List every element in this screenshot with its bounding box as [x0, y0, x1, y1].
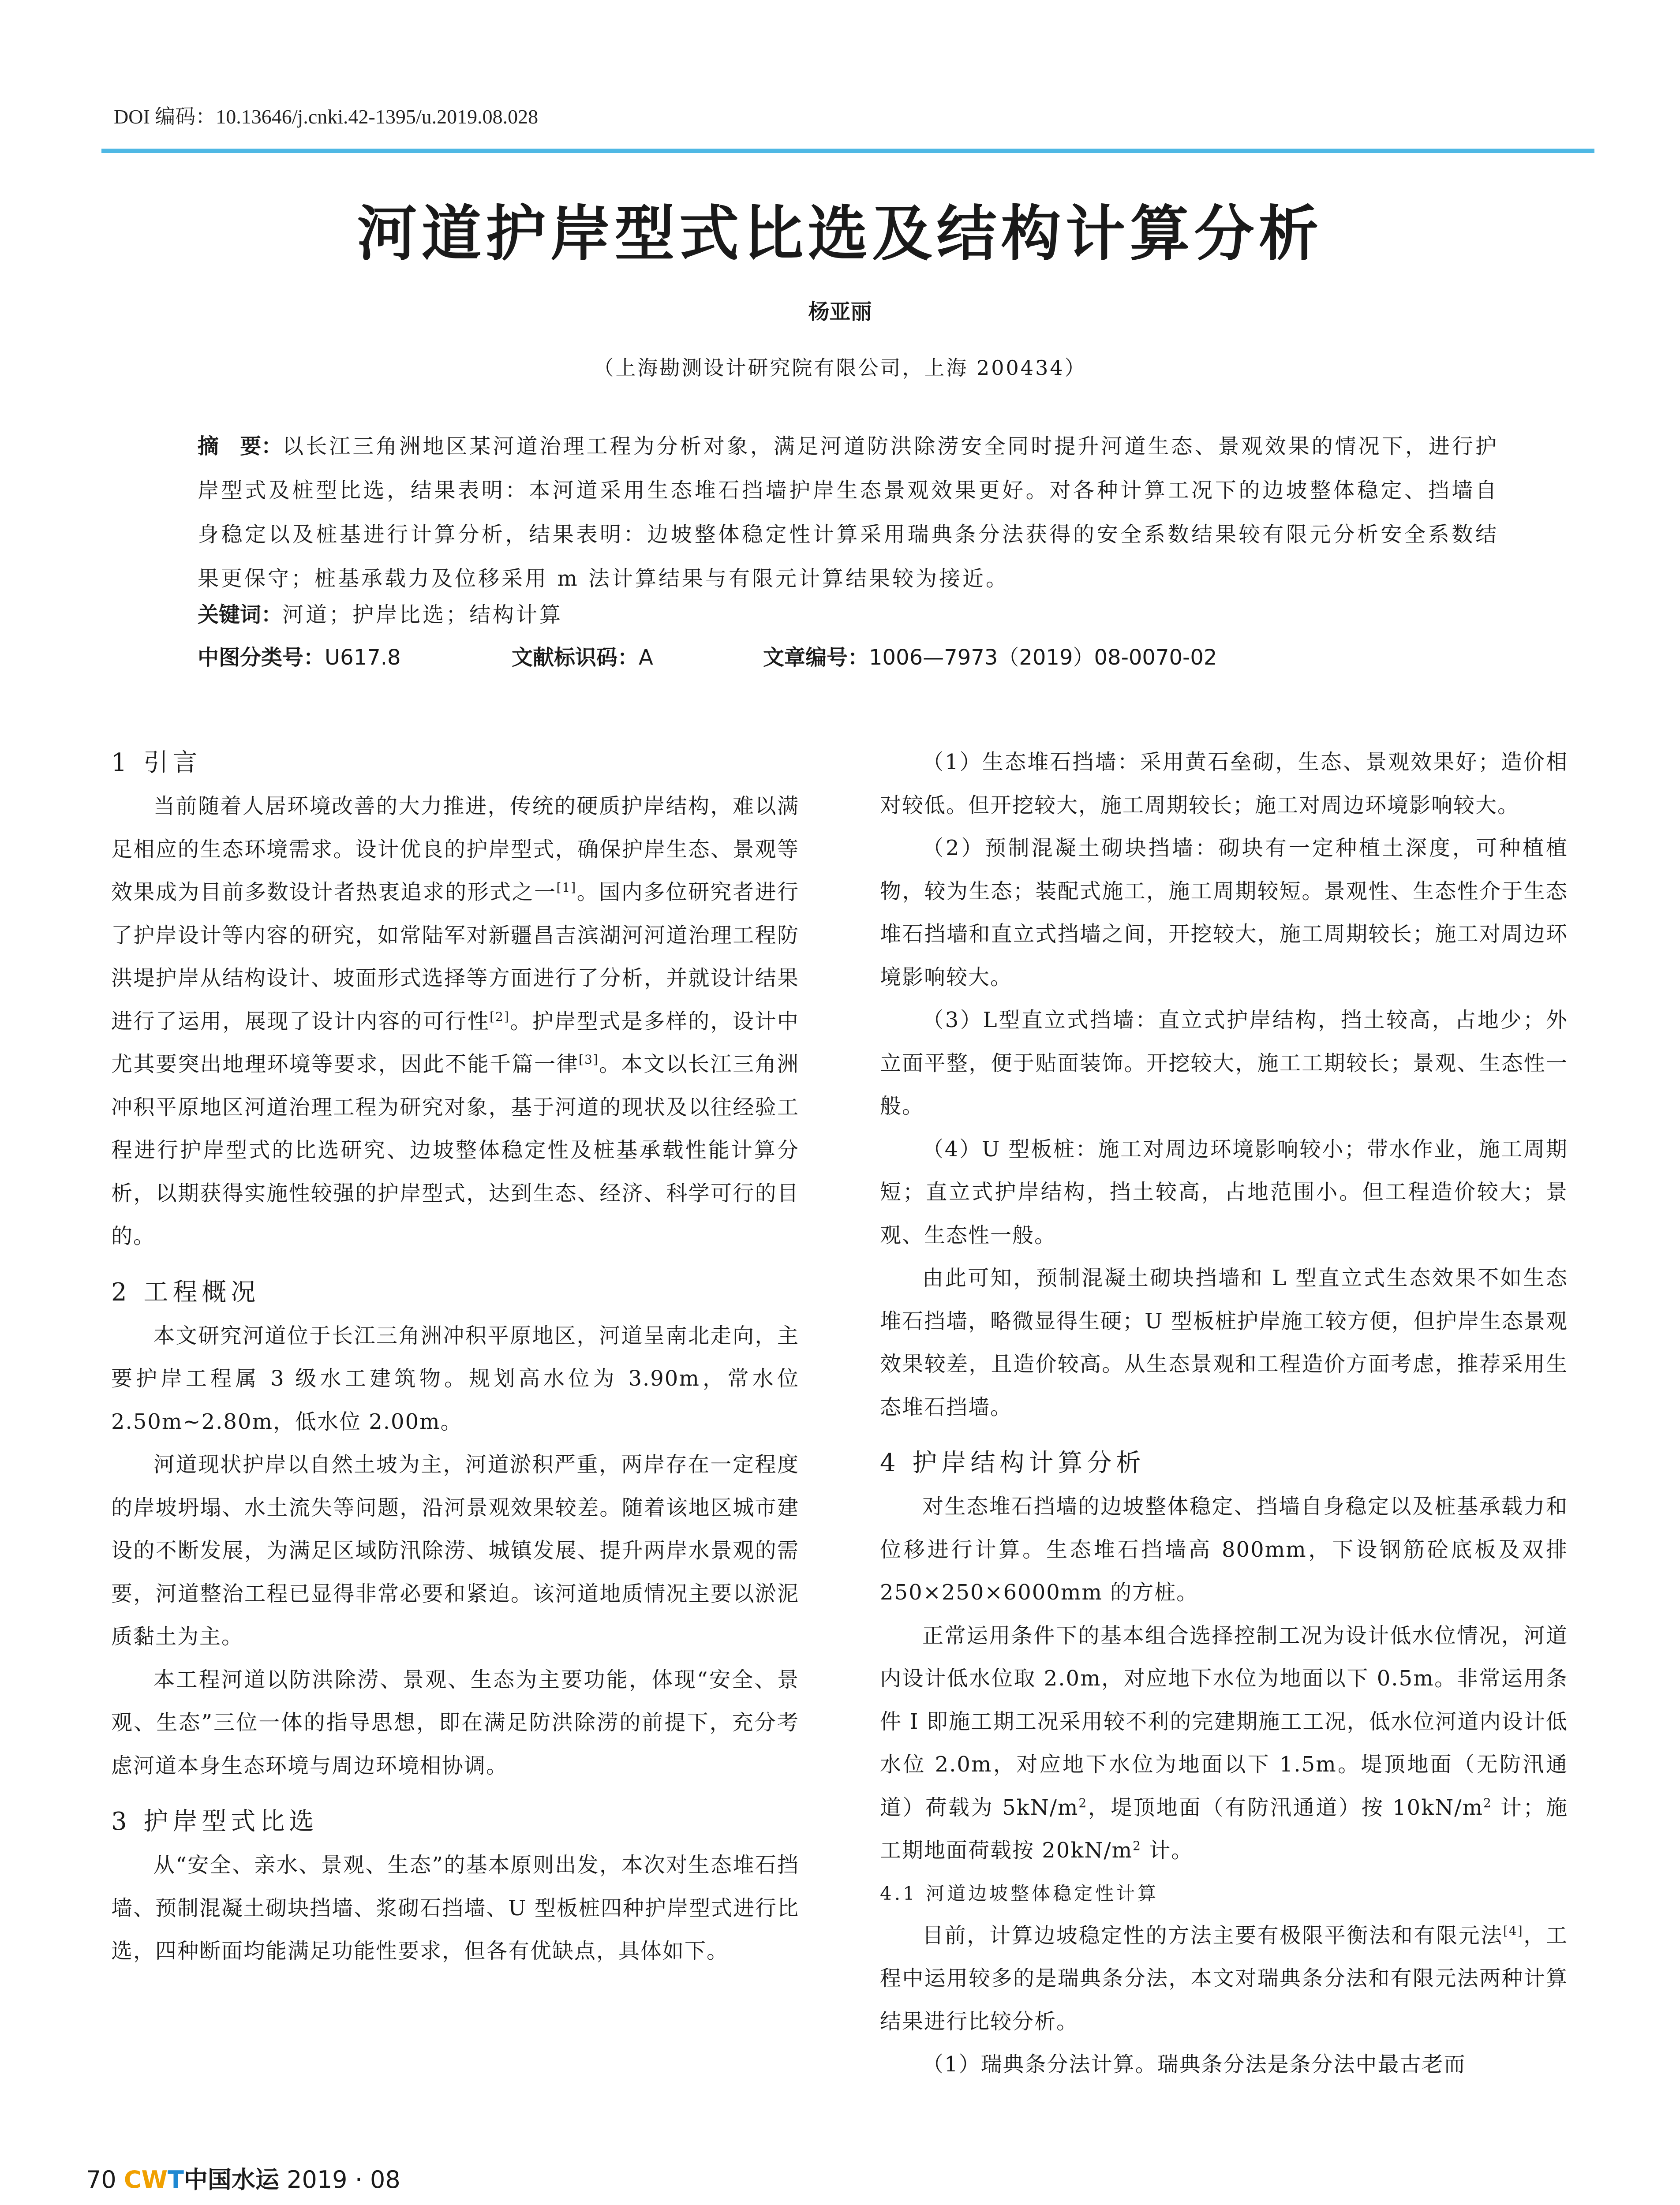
art-label: 文章编号：: [763, 645, 869, 670]
paragraph-load-cases: 正常运用条件下的基本组合选择控制工况为设计低水位情况，河道内设计低水位取 2.0m，对应地下水位为地面以下 0.5m。非常运用条件 I 即施工期工况采用较不利的完建期施工工况，低水位河道内设计低水位 2.0m，对应地下水位为地面以下 1.5m。堤顶地面（无防汛通道）荷载为 $5kN/m^2$，堤顶地面（有防汛通道）按 $10kN/m^2$ 计；施工期地面荷载按 $20kN/m^2$ 计。: [880, 1623, 1568, 1863]
paragraph: 从“安全、亲水、景观、生态”的基本原则出发，本次对生态堆石挡墙、预制混凝土砌块挡墙、浆砌石挡墙、U 型板桩四种护岸型式进行比选，四种断面均能满足功能性要求，但各有优缺点，具体如下。: [111, 1853, 799, 1963]
clc-number: [198, 640, 401, 671]
citation-2: [2]: [490, 1009, 510, 1024]
paragraph: 河道现状护岸以自然土坡为主，河道淤积严重，两岸存在一定程度的岸坡坍塌、水土流失等问题，沿河景观效果较差。随着该地区城市建设的不断发展，为满足区域防汛除涝、城镇发展、提升两岸水景观的需要，河道整治工程已显得非常必要和紧迫。该河道地质情况主要以淤泥质黏土为主。: [111, 1452, 799, 1649]
paper-title: 河道护岸型式比选及结构计算分析: [357, 198, 1323, 269]
page-number: 70: [86, 2166, 116, 2194]
keywords: [198, 598, 563, 628]
citation-3: [3]: [579, 1052, 599, 1067]
abstract-label: 摘 要：: [198, 434, 283, 459]
article-number: [763, 640, 1217, 671]
paragraph: （1）瑞典条分法计算。瑞典条分法是条分法中最古老而: [922, 2052, 1466, 2077]
paragraph: 本工程河道以防洪除涝、景观、生态为主要功能，体现“安全、景观、生态”三位一体的指导思想，即在满足防洪除涝的前提下，充分考虑河道本身生态环境与周边环境相协调。: [111, 1667, 799, 1778]
journal-issue: 2019 · 08: [287, 2166, 400, 2194]
author-name: 杨亚丽: [808, 299, 872, 324]
paragraph-intro: 当前随着人居环境改善的大力推进，传统的硬质护岸结构，难以满足相应的生态环境需求。设计优良的护岸型式，确保护岸生态、景观等效果成为目前多数设计者热衷追求的形式之一[1]。国内多位研究者进行了护岸设计等内容的研究，如常陆军对新疆昌吉滨湖河河道治理工程防洪堤护岸从结构设计、坡面形式选择等方面进行了分析，并就设计结果进行了运用，展现了设计内容的可行性[2]。护岸型式是多样的，设计中尤其要突出地理环境等要求，因此不能千篇一律[3]。本文以长江三角洲冲积平原地区河道治理工程为研究对象，基于河道的现状及以往经验工程进行护岸型式的比选研究、边坡整体稳定性及桩基承载性能计算分析，以期获得实施性较强的护岸型式，达到生态、经济、科学可行的目的。: [111, 794, 799, 1248]
paragraph: （2）预制混凝土砌块挡墙：砌块有一定种植土深度，可种植植物，较为生态；装配式施工，施工周期较短。景观性、生态性介于生态堆石挡墙和直立式挡墙之间，开挖较大，施工周期较长；施工对周边环境影响较大。: [880, 836, 1568, 990]
art-value: 1006—7973（2019）08-0070-02: [869, 645, 1217, 670]
doc-code: [512, 640, 653, 671]
citation-4: [4]: [1503, 1923, 1523, 1938]
abstract-text: 以长江三角洲地区某河道治理工程为分析对象，满足河道防洪除涝安全同时提升河道生态、景观效果的情况下，进行护岸型式及桩型比选，结果表明：本河道采用生态堆石挡墙护岸生态景观效果更好。对各种计算工况下的边坡整体稳定、挡墙自身稳定以及桩基进行计算分析，结果表明：边坡整体稳定性计算采用瑞典条分法获得的安全系数结果较有限元分析安全系数结果更保守；桩基承载力及位移采用 m 法计算结果与有限元计算结果较为接近。: [198, 434, 1499, 591]
clc-label: 中图分类号：: [198, 645, 325, 670]
page-footer: [86, 2161, 400, 2195]
header-rule: [101, 149, 1594, 153]
doc-label: 文献标识码：: [512, 645, 639, 670]
abstract: [198, 424, 1499, 601]
section-heading-2: 2 工程概况: [111, 1278, 260, 1307]
doi-line: DOI 编码：10.13646/j.cnki.42-1395/u.2019.08.028: [114, 105, 539, 128]
paragraph: （1）生态堆石挡墙：采用黄石垒砌，生态、景观效果好；造价相对较低。但开挖较大，施工周期较长；施工对周边环境影响较大。: [880, 750, 1568, 818]
section-heading-1: 1 引言: [111, 748, 202, 777]
section-heading-3: 3 护岸型式比选: [111, 1807, 318, 1836]
clc-value: U617.8: [325, 645, 401, 670]
paragraph: （3）L型直立式挡墙：直立式护岸结构，挡土较高，占地少；外立面平整，便于贴面装饰。开挖较大，施工工期较长；景观、生态性一般。: [880, 1008, 1568, 1118]
paragraph: 对生态堆石挡墙的边坡整体稳定、挡墙自身稳定以及桩基承载力和位移进行计算。生态堆石挡墙高 800mm，下设钢筋砼底板及双排 250×250×6000mm 的方桩。: [880, 1494, 1568, 1605]
section-heading-4: 4 护岸结构计算分析: [880, 1449, 1145, 1477]
paragraph: 本文研究河道位于长江三角洲冲积平原地区，河道呈南北走向，主要护岸工程属 3 级水工建筑物。规划高水位为 3.90m，常水位 2.50m~2.80m，低水位 2.00m。: [111, 1323, 799, 1434]
journal-name: 中国水运: [183, 2165, 279, 2194]
left-column: [111, 741, 799, 1973]
subsection-heading-4-1: 4.1 河道边坡整体稳定性计算: [880, 1882, 1159, 1904]
citation-1: [1]: [556, 880, 577, 895]
doc-value: A: [639, 645, 653, 670]
paragraph: 由此可知，预制混凝土砌块挡墙和 L 型直立式生态效果不如生态堆石挡墙，略微显得生硬；U 型板桩护岸施工较方便，但护岸生态景观效果较差，且造价较高。从生态景观和工程造价方面考虑，推荐采用生态堆石挡墙。: [880, 1266, 1568, 1420]
keywords-label: 关键词：: [198, 602, 283, 627]
right-column: [880, 741, 1568, 2086]
keywords-text: 河道；护岸比选；结构计算: [282, 602, 563, 627]
paragraph: 目前，计算边坡稳定性的方法主要有极限平衡法和有限元法[4]，工程中运用较多的是瑞典条分法，本文对瑞典条分法和有限元法两种计算结果进行比较分析。: [880, 1923, 1568, 2034]
journal-logo-t: T: [168, 2166, 184, 2194]
paragraph: （4）U 型板桩：施工对周边环境影响较小；带水作业，施工周期短；直立式护岸结构，挡土较高，占地范围小。但工程造价较大；景观、生态性一般。: [880, 1136, 1568, 1248]
journal-logo-cw: CW: [123, 2166, 168, 2194]
affiliation: （上海勘测设计研究院有限公司，上海 200434）: [593, 356, 1087, 380]
